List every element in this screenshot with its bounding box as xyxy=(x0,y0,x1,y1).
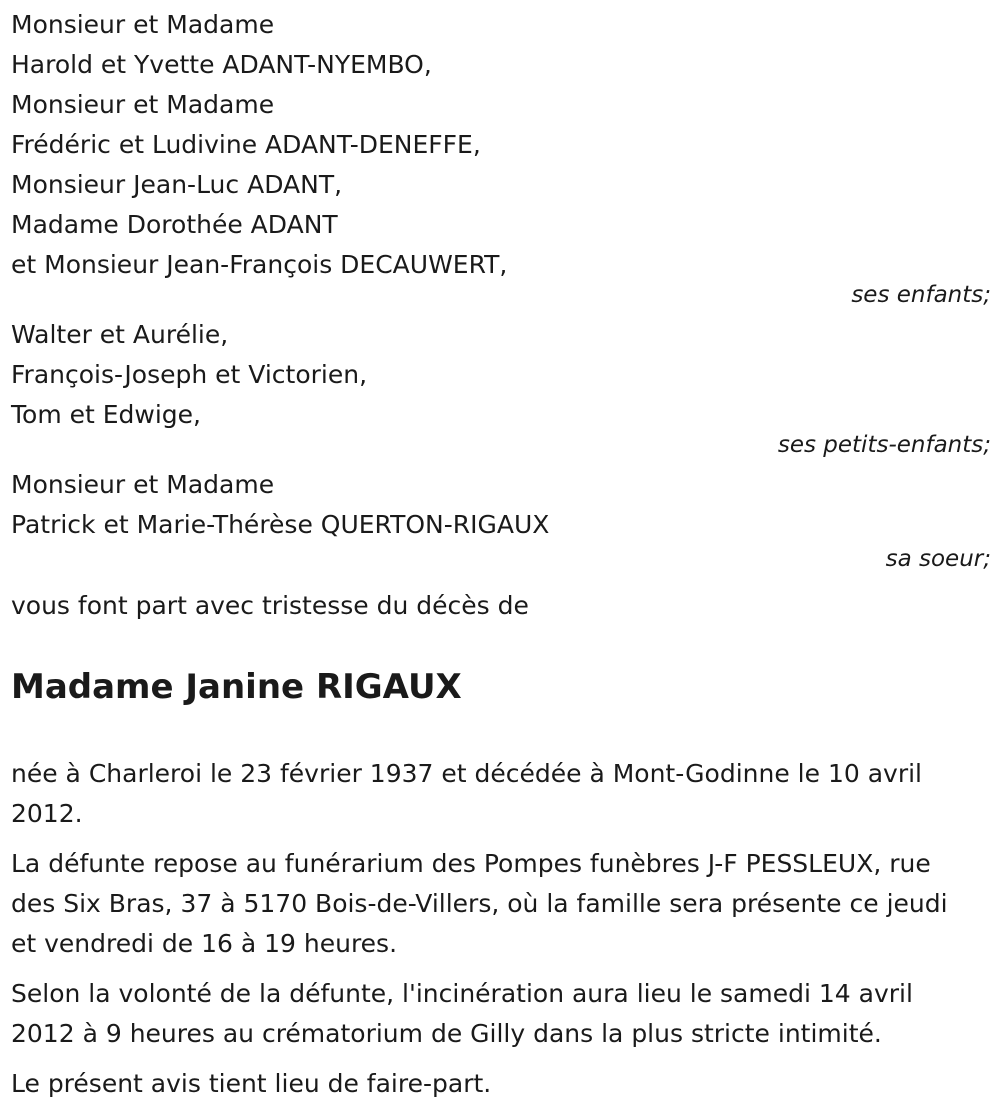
announcer-line: Madame Dorothée ADANT xyxy=(11,210,338,239)
intro-text: vous font part avec tristesse du décès de xyxy=(11,591,529,620)
deceased-name: Madame Janine RIGAUX xyxy=(11,667,462,707)
announcer-line: Tom et Edwige, xyxy=(11,400,202,429)
announcer-line: Monsieur Jean-Luc ADANT, xyxy=(11,170,343,199)
announcer-line: Walter et Aurélie, xyxy=(11,320,229,349)
announcer-line: Monsieur et Madame xyxy=(11,470,275,499)
notice-paragraph: Le présent avis tient lieu de faire-part. xyxy=(11,1069,492,1098)
sister-group xyxy=(11,465,991,545)
announcer-line: François-Joseph et Victorien, xyxy=(11,360,368,389)
announcer-line: Patrick et Marie-Thérèse QUERTON-RIGAUX xyxy=(11,510,550,539)
cremation-paragraph: Selon la volonté de la défunte, l'incinération aura lieu le samedi 14 avril 2012 à 9 heures au crématorium de Gilly dans la plus stricte intimité. xyxy=(11,979,913,1048)
announcer-line: et Monsieur Jean-François DECAUWERT, xyxy=(11,250,508,279)
announcer-line: Monsieur et Madame xyxy=(11,10,275,39)
announcer-line: Monsieur et Madame xyxy=(11,90,275,119)
children-group xyxy=(11,0,991,285)
grandchildren-role: ses petits-enfants; xyxy=(777,432,991,458)
grandchildren-group xyxy=(11,315,991,435)
funerarium-paragraph: La défunte repose au funérarium des Pompes funèbres J-F PESSLEUX, rue des Six Bras, 37 à 5170 Bois-de-Villers, où la famille sera présente ce jeudi et vendredi de 16 à 19 heures. xyxy=(11,849,948,958)
sister-role: sa soeur; xyxy=(885,546,991,572)
announcer-line: Frédéric et Ludivine ADANT-DENEFFE, xyxy=(11,130,481,159)
death-notice xyxy=(11,0,991,1104)
announcer-line: Harold et Yvette ADANT-NYEMBO, xyxy=(11,50,432,79)
children-role: ses enfants; xyxy=(851,282,991,308)
birth-death-paragraph: née à Charleroi le 23 février 1937 et décédée à Mont-Godinne le 10 avril 2012. xyxy=(11,759,922,828)
